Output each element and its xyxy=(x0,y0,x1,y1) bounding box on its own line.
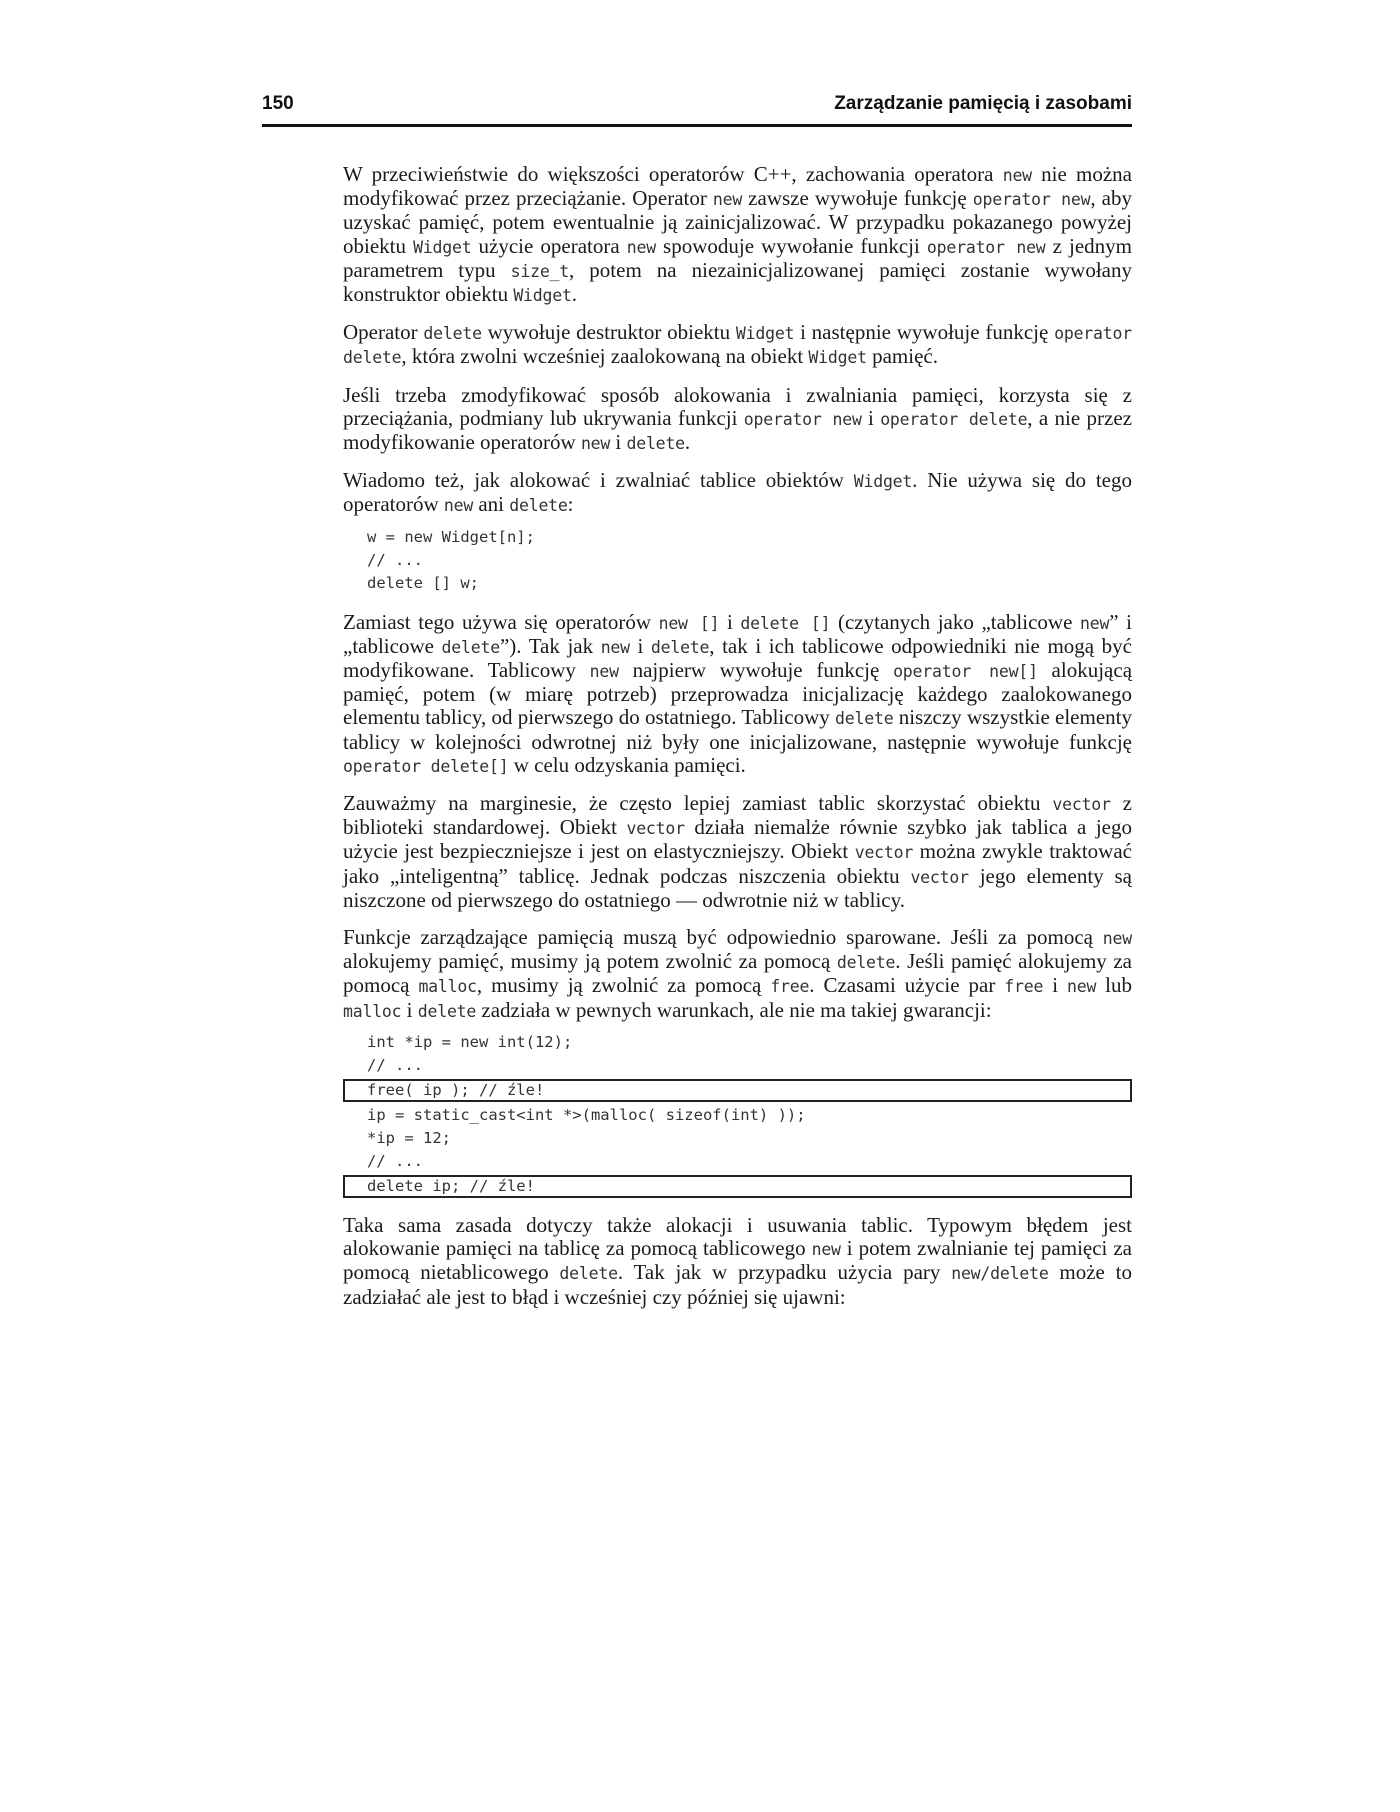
text: najpierw wywołuje funkcję xyxy=(618,658,894,683)
code-inline: operator delete xyxy=(880,409,1028,429)
code-inline: free xyxy=(770,977,810,997)
code-inline: delete xyxy=(836,953,896,973)
text: Zauważmy na marginesie, że często lepiej zamiast tablic skorzystać obiektu xyxy=(343,791,1053,816)
text: . xyxy=(684,430,691,455)
code-inline: new/delete xyxy=(951,1264,1049,1284)
text: zadziała w pewnych warunkach, ale nie ma takiej gwarancji: xyxy=(476,997,992,1022)
text: . Jeśli pamięć alokujemy za pomocą xyxy=(343,949,1132,998)
code-inline: delete xyxy=(559,1264,618,1284)
code-line: // ... xyxy=(367,1055,423,1074)
running-header xyxy=(262,93,1132,123)
code-inline: operator new xyxy=(743,409,862,429)
code-inline: vector xyxy=(1052,795,1111,815)
text: . Tak jak w przypadku użycia pary xyxy=(617,1260,952,1285)
text: pamięć. xyxy=(866,344,938,369)
text: Wiadomo też, jak alokować i zwalniać tablice obiektów xyxy=(343,468,854,493)
text: nie można modyfikować przez przeciążanie. Operator xyxy=(343,162,1132,211)
paragraph-5 xyxy=(343,611,1132,778)
text: i xyxy=(1043,973,1067,998)
text: zawsze wywołuje funkcję xyxy=(742,186,973,211)
code-inline: malloc xyxy=(418,977,477,997)
code-line: int *ip = new int(12); xyxy=(367,1032,573,1051)
text: , która zwolni wcześniej zaalokowaną na obiekt xyxy=(401,344,809,369)
text: , potem na niezainicjalizowanej pamięci zostanie wywołany konstruktor obiektu xyxy=(343,257,1133,307)
text: ” i „tablicowe xyxy=(343,609,1132,658)
code-inline: operator delete[] xyxy=(343,756,509,776)
code-line: delete [] w; xyxy=(367,573,479,592)
code-inline: new xyxy=(626,237,656,257)
code-inline: new xyxy=(1080,613,1110,633)
code-inline: delete xyxy=(626,434,685,454)
text: i xyxy=(401,997,418,1022)
text: może to zadziałać ale jest to błąd i wcześniej czy później się ujawni: xyxy=(343,1260,1133,1309)
text: wywołuje destruktor obiektu xyxy=(481,320,736,345)
paragraph-8 xyxy=(343,1214,1132,1309)
text: Zamiast tego używa się operatorów xyxy=(343,609,659,634)
code-inline: vector xyxy=(854,843,914,863)
code-inline: new xyxy=(1002,166,1032,185)
code-line: w = new Widget[n]; xyxy=(367,527,535,546)
text: alokujemy pamięć, musimy ją potem zwolnić za pomocą xyxy=(343,949,837,974)
code-line: *ip = 12; xyxy=(367,1128,451,1147)
text: alokującą pamięć, potem (w miarę potrzeb) przeprowadza inicjalizację każdego zaalokowanego elementu tablicy, od pierwszego do ostatniego. Tablicowy xyxy=(343,658,1133,730)
code-inline: delete xyxy=(650,637,710,657)
code-inline: Widget xyxy=(853,472,913,492)
text: działa niemalże równie szybko jak tablica a jego użycie jest bezpieczniejsze i jest on elastyczniejszy. Obiekt xyxy=(343,815,1132,864)
code-inline: Widget xyxy=(513,286,572,306)
code-inline: delete xyxy=(441,637,500,657)
text: ”). Tak jak xyxy=(499,633,601,658)
code-inline: operator new[] xyxy=(893,662,1038,682)
code-inline: new xyxy=(811,1240,841,1260)
highlighted-code-line: delete ip; // źle! xyxy=(343,1175,1132,1198)
text: Funkcje zarządzające pamięcią muszą być odpowiednio sparowane. Jeśli za pomocą xyxy=(343,925,1103,950)
text: . Czasami użycie par xyxy=(809,973,1005,998)
text: i następnie wywołuje funkcję xyxy=(794,320,1055,345)
body-text xyxy=(343,163,1132,1323)
code-inline: Widget xyxy=(808,348,867,368)
code-inline: operator new xyxy=(972,190,1091,210)
text: , aby uzyskać pamięć, potem ewentualnie ją zainicjalizować. W przypadku pokazanego powyżej obiektu xyxy=(343,186,1132,258)
text: , musimy ją zwolnić za pomocą xyxy=(476,973,771,998)
code-line: // ... xyxy=(367,1151,423,1170)
highlighted-code-line: free( ip ); // źle! xyxy=(343,1079,1132,1102)
text: jego elementy są niszczone od pierwszego do ostatniego — odwrotnie niż w tablicy. xyxy=(343,863,1132,912)
code-inline: vector xyxy=(626,819,685,839)
code-inline: operator delete xyxy=(343,324,1132,368)
text: , a nie przez modyfikowanie operatorów xyxy=(343,405,1132,455)
code-inline: new xyxy=(589,662,619,682)
code-inline: new xyxy=(580,434,611,454)
text: można zwykle traktować jako „inteligentną” tablicę. Jednak podczas niszczenia obiektu xyxy=(343,839,1132,888)
header-rule xyxy=(262,124,1132,127)
text: i xyxy=(629,633,651,658)
code-inline: delete xyxy=(835,709,894,729)
code-inline: delete xyxy=(423,324,482,344)
paragraph-4 xyxy=(343,469,1132,517)
code-inline: operator new xyxy=(926,237,1046,257)
running-title: Zarządzanie pamięcią i zasobami xyxy=(834,93,1132,114)
paragraph-2 xyxy=(343,321,1132,369)
text: Taka sama zasada dotyczy także alokacji i usuwania tablic. Typowym błędem jest alokowanie pamięci na tablicę za pomocą tablicowego xyxy=(343,1212,1132,1261)
page-number: 150 xyxy=(262,93,294,114)
code-block-1 xyxy=(343,526,1132,595)
code-inline: new xyxy=(600,637,630,657)
code-inline: new xyxy=(443,496,474,516)
text: , tak i ich tablicowe odpowiedniki nie mogą być modyfikowane. Tablicowy xyxy=(343,633,1133,683)
text: : xyxy=(567,492,574,517)
code-inline: delete xyxy=(509,496,568,516)
text: lub xyxy=(1096,973,1133,998)
code-inline: Widget xyxy=(413,237,472,257)
code-inline: new [] xyxy=(658,613,720,633)
code-line: ip = static_cast<int *>(malloc( sizeof(int) )); xyxy=(367,1105,806,1124)
code-block-2 xyxy=(343,1031,1132,1198)
code-inline: new xyxy=(1102,929,1132,949)
paragraph-6 xyxy=(343,792,1132,912)
code-inline: size_t xyxy=(510,261,570,281)
text: użycie operatora xyxy=(471,233,627,258)
code-inline: delete xyxy=(417,1001,477,1021)
text: W przeciwieństwie do większości operatorów C++, zachowania operatora xyxy=(343,162,1003,186)
text: (czytanych jako „tablicowe xyxy=(830,609,1081,634)
text: Operator xyxy=(343,320,424,345)
code-inline: new xyxy=(1067,977,1097,997)
code-inline: malloc xyxy=(343,1001,402,1021)
code-inline: vector xyxy=(910,867,969,887)
code-inline: Widget xyxy=(735,324,795,344)
code-inline: new xyxy=(712,190,743,210)
text: Jeśli trzeba zmodyfikować sposób alokowania i zwalniania pamięci, korzysta się z przeciążania, podmiany lub ukrywania funkcji xyxy=(343,382,1132,430)
text: spowoduje wywołanie funkcji xyxy=(655,233,927,258)
text: . Nie używa się do tego operatorów xyxy=(343,468,1132,517)
code-line: // ... xyxy=(367,550,423,569)
text: z jednym parametrem typu xyxy=(343,233,1133,282)
text: niszczy wszystkie elementy tablicy w kolejności odwrotnej niż były one inicjalizowane, następnie wywołuje funkcję xyxy=(343,705,1132,754)
text: i xyxy=(610,430,627,455)
code-inline: delete [] xyxy=(740,613,831,633)
code-inline: free xyxy=(1004,977,1044,997)
paragraph-3 xyxy=(343,384,1132,456)
text: i xyxy=(719,609,741,634)
text: i potem zwalnianie tej pamięci za pomocą nietablicowego xyxy=(343,1236,1132,1285)
paragraph-7 xyxy=(343,926,1132,1023)
text: i xyxy=(861,405,881,430)
text: . xyxy=(571,282,577,307)
text: ani xyxy=(473,492,510,517)
text: w celu odzyskania pamięci. xyxy=(508,752,746,777)
text: z biblioteki standardowej. Obiekt xyxy=(343,791,1132,840)
paragraph-1 xyxy=(343,163,1132,307)
